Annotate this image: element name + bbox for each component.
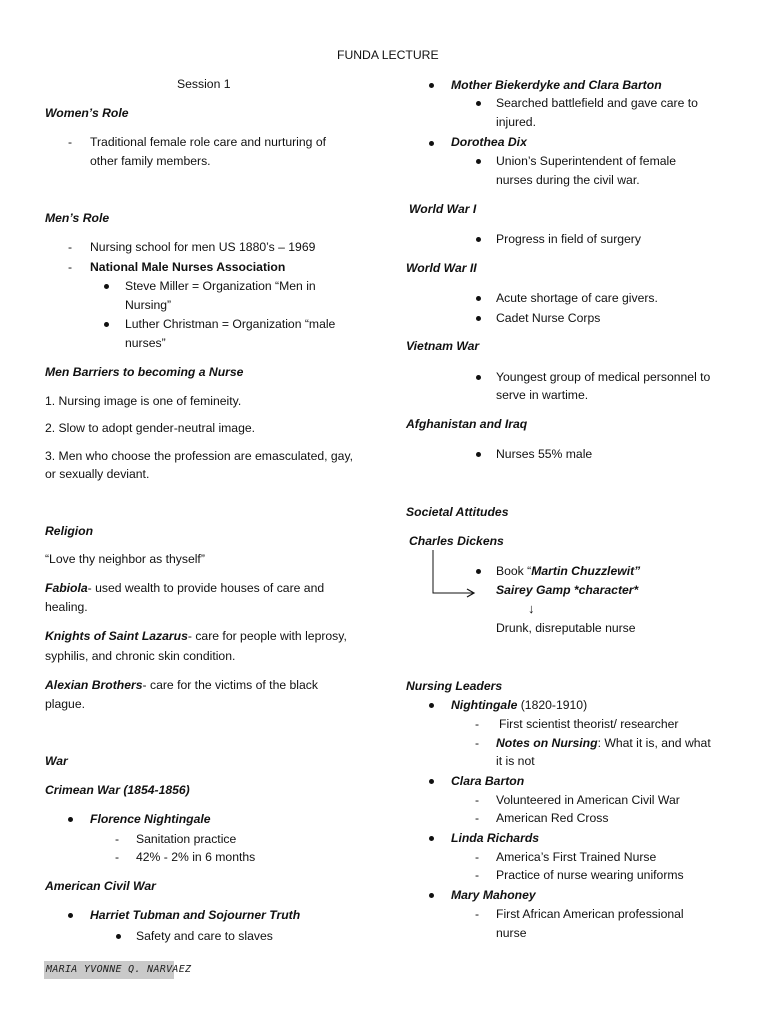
womens-role-item-line2: other family members. (90, 154, 211, 168)
dash-marker: - (115, 832, 120, 846)
dash-marker: - (475, 736, 480, 750)
knights-name: Knights of Saint Lazarus (45, 629, 188, 643)
bullet-dot (429, 779, 434, 784)
sanitation-item: Sanitation practice (136, 832, 237, 846)
ww2-heading: World War II (406, 261, 477, 275)
fabiola-name: Fabiola (45, 581, 88, 595)
document-title: FUNDA LECTURE (337, 48, 439, 62)
bullet-dot (104, 322, 109, 327)
drunk-text: Drunk, disreputable nurse (496, 621, 636, 635)
nightingale-line (451, 698, 587, 713)
ww1-item: Progress in field of surgery (496, 232, 641, 246)
vietnam-line2: serve in wartime. (496, 388, 589, 402)
knights-text: - care for people with leprosy, (187, 629, 347, 643)
union-line1: Union’s Superintendent of female (496, 154, 676, 168)
mahoney-line2: nurse (496, 926, 527, 940)
leaders-heading: Nursing Leaders (406, 679, 503, 693)
mens-role-item1: Nursing school for men US 1880’s – 1969 (90, 240, 316, 254)
bullet-dot (116, 934, 121, 939)
bullet-dot (476, 159, 481, 164)
searched-line1: Searched battlefield and gave care to (496, 96, 698, 110)
afghan-item: Nurses 55% male (496, 447, 593, 461)
alexian-text: - care for the victims of the black (142, 678, 318, 692)
bullet-dot (476, 375, 481, 380)
ww2-item1: Acute shortage of care givers. (496, 291, 658, 305)
percent-item: 42% - 2% in 6 months (136, 850, 256, 864)
safety-item: Safety and care to slaves (136, 929, 273, 943)
bullet-dot (429, 836, 434, 841)
alexian-line1 (45, 678, 318, 693)
dash-marker: - (475, 907, 480, 921)
alexian-line2: plague. (45, 697, 85, 711)
union-line2: nurses during the civil war. (496, 173, 640, 187)
mahoney-heading: Mary Mahoney (451, 888, 536, 902)
bullet-dot (476, 237, 481, 242)
biekerdyke-heading: Mother Biekerdyke and Clara Barton (451, 78, 662, 92)
dash-marker: - (68, 135, 73, 149)
bullet-dot (68, 817, 73, 822)
bullet-dot (429, 141, 434, 146)
vietnam-line1: Youngest group of medical personnel to (496, 370, 711, 384)
fabiola-line1 (45, 581, 324, 596)
mens-role-sub1-line1: Steve Miller = Organization “Men in (125, 279, 316, 293)
richards-item1: America’s First Trained Nurse (496, 850, 657, 864)
barton-heading: Clara Barton (451, 774, 525, 788)
florence-nightingale: Florence Nightingale (90, 812, 211, 826)
mens-role-sub2-line1: Luther Christman = Organization “male (125, 317, 336, 331)
nightingale-name: Nightingale (451, 698, 518, 712)
mens-role-item2: National Male Nurses Association (90, 260, 286, 274)
dash-marker: - (475, 850, 480, 864)
societal-heading: Societal Attitudes (406, 505, 509, 519)
session-label: Session 1 (177, 77, 231, 91)
bullet-dot (429, 83, 434, 88)
nightingale-item1: First scientist theorist/ researcher (499, 717, 679, 731)
dash-marker: - (475, 811, 480, 825)
dash-marker: - (68, 240, 73, 254)
barriers-p3-line1: 3. Men who choose the profession are emasculated, gay, (45, 449, 354, 463)
notes-rest: : What it is, and what (597, 736, 711, 750)
barton-item2: American Red Cross (496, 811, 609, 825)
bullet-dot (476, 452, 481, 457)
civil-war-heading: American Civil War (45, 879, 156, 893)
notes-on-nursing: Notes on Nursing (496, 736, 598, 750)
alexian-name: Alexian Brothers (45, 678, 143, 692)
fabiola-text: - used wealth to provide houses of care and (87, 581, 325, 595)
ww2-item2: Cadet Nurse Corps (496, 311, 601, 325)
womens-role-item-line1: Traditional female role care and nurturing of (90, 135, 326, 149)
book-line (496, 564, 640, 579)
nightingale-item2-line2: it is not (496, 754, 535, 768)
down-arrow-icon: ↓ (528, 601, 535, 616)
dix-heading: Dorothea Dix (451, 135, 527, 149)
bullet-dot (476, 101, 481, 106)
book-prefix: Book “ (496, 564, 532, 578)
nightingale-years: (1820-1910) (517, 698, 588, 712)
dash-marker: - (68, 260, 73, 274)
dash-marker: - (475, 868, 480, 882)
fabiola-line2: healing. (45, 600, 88, 614)
sairey-gamp: Sairey Gamp *character* (496, 583, 639, 597)
richards-heading: Linda Richards (451, 831, 540, 845)
harriet-tubman: Harriet Tubman and Sojourner Truth (90, 908, 301, 922)
vietnam-heading: Vietnam War (406, 339, 480, 353)
bullet-dot (429, 703, 434, 708)
bullet-dot (476, 316, 481, 321)
ww1-heading: World War I (409, 202, 477, 216)
barton-item1: Volunteered in American Civil War (496, 793, 680, 807)
bullet-dot (68, 913, 73, 918)
searched-line2: injured. (496, 115, 536, 129)
knights-line2: syphilis, and chronic skin condition. (45, 649, 236, 663)
religion-quote: “Love thy neighbor as thyself” (45, 552, 205, 566)
war-heading: War (45, 754, 68, 768)
dickens-heading: Charles Dickens (409, 534, 504, 548)
mahoney-line1: First African American professional (496, 907, 684, 921)
bullet-dot (476, 569, 481, 574)
dash-marker: - (475, 793, 480, 807)
religion-heading: Religion (45, 524, 94, 538)
afghan-heading: Afghanistan and Iraq (406, 417, 528, 431)
mens-role-sub2-line2: nurses” (125, 336, 166, 350)
dash-marker: - (115, 850, 120, 864)
womens-role-heading: Women’s Role (45, 106, 129, 120)
book-title: Martin Chuzzlewit” (531, 564, 641, 578)
barriers-p1: 1. Nursing image is one of femineity. (45, 394, 242, 408)
richards-item2: Practice of nurse wearing uniforms (496, 868, 684, 882)
arrow-connector-icon (425, 548, 481, 600)
dash-marker: - (475, 717, 480, 731)
mens-role-heading: Men’s Role (45, 211, 110, 225)
bullet-dot (476, 296, 481, 301)
nightingale-item2 (496, 736, 711, 751)
bullet-dot (104, 284, 109, 289)
bullet-dot (429, 893, 434, 898)
author-signature: MARIA YVONNE Q. NARVAEZ (44, 961, 174, 979)
barriers-heading: Men Barriers to becoming a Nurse (45, 365, 244, 379)
barriers-p3-line2: or sexually deviant. (45, 467, 150, 481)
barriers-p2: 2. Slow to adopt gender-neutral image. (45, 421, 256, 435)
crimean-war-heading: Crimean War (1854-1856) (45, 783, 190, 797)
mens-role-sub1-line2: Nursing” (125, 298, 172, 312)
knights-line1 (45, 629, 347, 644)
